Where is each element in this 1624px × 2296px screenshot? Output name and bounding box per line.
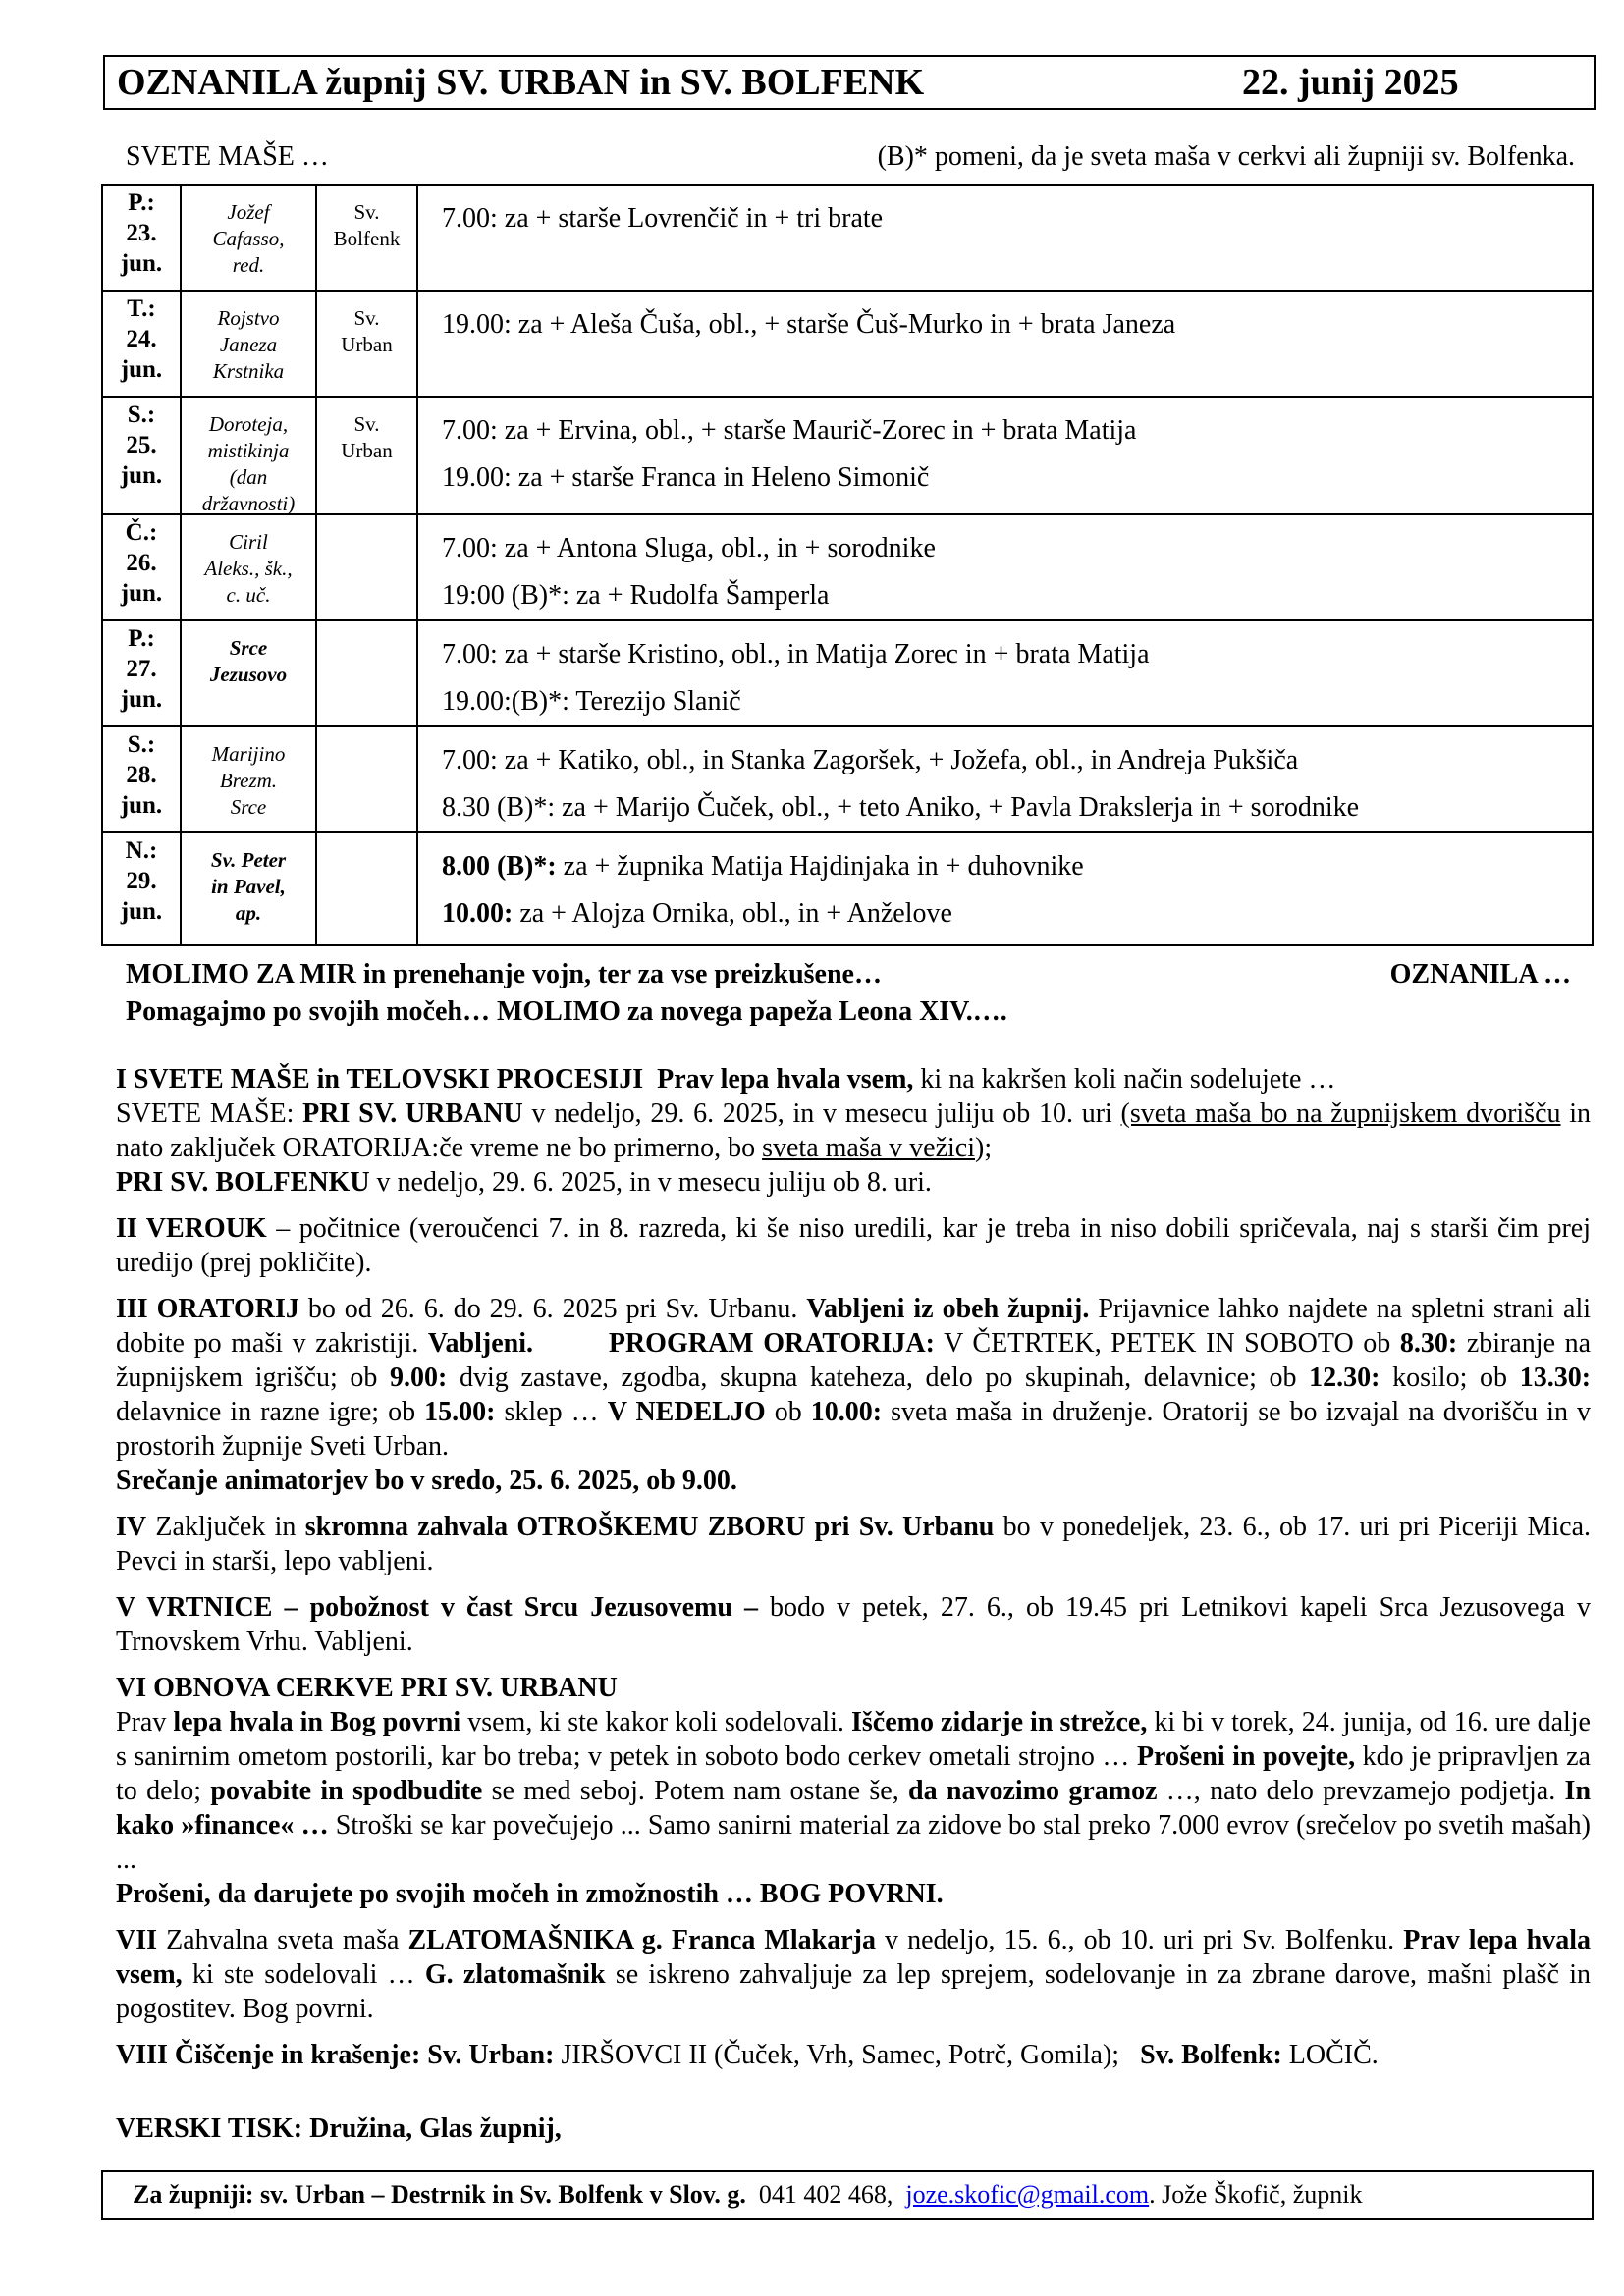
ann-bold: Vabljeni iz obeh župnij. <box>806 1294 1090 1324</box>
location-line: Sv. <box>353 412 380 436</box>
saint-line: Marijino <box>211 742 286 766</box>
location-line: Sv. <box>353 200 380 224</box>
schedule-saint <box>180 515 315 619</box>
saint-line: Doroteja, <box>208 412 289 436</box>
schedule-saint <box>180 621 315 725</box>
ann-text: kdo je pripravljen za to delo; <box>116 1741 1591 1806</box>
announcement-vi <box>116 1671 1591 1911</box>
saint-line: c. uč. <box>226 583 271 607</box>
ann-bold: 12.30: <box>1309 1362 1380 1393</box>
schedule-location <box>315 727 418 831</box>
ann-text: …, nato delo prevzamejo podjetja. <box>1157 1776 1565 1806</box>
ann-vi-closing: Prošeni, da darujete po svojih močeh in zmožnostih … BOG POVRNI. <box>116 1879 944 1909</box>
saint-line: Janeza <box>219 333 278 356</box>
announcement-v <box>116 1590 1591 1659</box>
ann-text: V ČETRTEK, PETEK IN SOBOTO ob <box>934 1328 1400 1359</box>
page-title: OZNANILA župnij SV. URBAN in SV. BOLFENK <box>117 62 925 103</box>
ann-i-title: I SVETE MAŠE in TELOVSKI PROCESIJI <box>116 1064 644 1095</box>
saint-line: Srce <box>229 636 268 660</box>
ann-bold: da navozimo gramoz <box>908 1776 1158 1806</box>
schedule-location <box>315 621 418 725</box>
schedule-saint <box>180 833 315 944</box>
saint-line: Aleks., šk., <box>204 557 293 580</box>
day-date: 25. <box>126 432 157 458</box>
schedule-masses <box>442 727 1582 831</box>
day-month: jun. <box>120 686 163 713</box>
ann-i-text: v nedeljo, 29. 6. 2025, in v mesecu juliju ob 8. uri. <box>369 1167 932 1198</box>
day-day: N.: <box>125 837 158 864</box>
ann-ii-text: – počitnice (veroučenci 7. in 8. razreda, ki še niso uredili, kar je treba in niso dobili spričevala, naj s starši čim prej uredijo (prej pokličite). <box>116 1213 1592 1278</box>
announcement-viii <box>116 2038 1591 2072</box>
mass-text: 7.00: za + starše Kristino, obl., in Matija Zorec in + brata Matija <box>442 639 1150 669</box>
schedule-day <box>103 727 180 831</box>
ann-i-underlined: (sveta maša bo na župnijskem dvorišču <box>1120 1098 1561 1129</box>
announcement-vii <box>116 1923 1591 2026</box>
ann-text: dvig zastave, zgodba, skupna kateheza, delo po skupinah, delavnice; ob <box>447 1362 1310 1393</box>
ann-i-bolfenk: PRI SV. BOLFENKU <box>116 1167 370 1198</box>
ann-v-title: V VRTNICE – pobožnost v čast Srcu Jezusovemu – <box>116 1592 758 1623</box>
day-day: T.: <box>127 295 156 322</box>
ann-bold: 9.00: <box>390 1362 448 1393</box>
prayer-line-2: Pomagajmo po svojih močeh… MOLIMO za novega papeža Leona XIV.…. <box>126 996 1007 1027</box>
ann-bold: Iščemo zidarje in strežce, <box>851 1707 1148 1737</box>
day-month: jun. <box>120 250 163 277</box>
mass-text: 8.30 (B)*: za + Marijo Čuček, obl., + teto Aniko, + Pavla Drakslerja in + sorodnike <box>442 792 1360 823</box>
footer-box <box>101 2170 1594 2220</box>
footer-email-link[interactable]: joze.skofic@gmail.com <box>905 2180 1150 2209</box>
saint-line: (dan <box>229 465 268 489</box>
ann-ii-title: II VEROUK <box>116 1213 267 1244</box>
saint-line: Krstnika <box>212 359 285 383</box>
schedule-saint <box>180 727 315 831</box>
mass-text: za + župnika Matija Hajdinjaka in + duhovnike <box>556 851 1084 881</box>
schedule-location <box>315 292 418 396</box>
location-line: Urban <box>341 439 393 462</box>
saint-line: Ciril <box>229 530 268 554</box>
ann-i-text: v nedeljo, 29. 6. 2025, in v mesecu juliju ob 10. uri <box>522 1098 1121 1129</box>
mass-text: 19.00: za + starše Franca in Heleno Simonič <box>442 462 930 493</box>
mass-intention <box>442 843 1582 890</box>
mass-text: 7.00: za + Antona Sluga, obl., in + sorodnike <box>442 533 936 563</box>
mass-text: 19.00: za + Aleša Čuša, obl., + starše Čuš-Murko in + brata Janeza <box>442 309 1176 340</box>
ann-text: bo v ponedeljek, 23. 6., ob 17. uri pri Piceriji Mica. Pevci in starši, lepo vabljeni. <box>116 1512 1591 1576</box>
ann-text: sveta maša in druženje. Oratorij se bo izvajal na dvorišču in v prostorih župnije Sveti Urban. <box>116 1397 1591 1462</box>
mass-intention <box>442 195 1582 242</box>
ann-bold: 10.00: <box>810 1397 883 1427</box>
masses-heading: SVETE MAŠE … <box>126 141 329 172</box>
ann-bold: PROGRAM ORATORIJA: <box>608 1328 935 1359</box>
schedule-day <box>103 186 180 290</box>
schedule-row <box>103 727 1592 833</box>
ann-text: Zahvalna sveta maša <box>157 1925 408 1955</box>
schedule-day <box>103 621 180 725</box>
saint-line: Srce <box>230 795 267 819</box>
footer-parishes: Za župniji: sv. Urban – Destrnik in Sv. Bolfenk v Slov. g. <box>133 2180 746 2209</box>
announcement-iii <box>116 1292 1591 1498</box>
mass-intention <box>442 890 1582 937</box>
schedule-row <box>103 515 1592 621</box>
schedule-masses <box>442 515 1582 619</box>
footer-signature: . Jože Škofič, župnik <box>1149 2180 1363 2209</box>
ann-bold: G. zlatomašnik <box>424 1959 606 1990</box>
day-day: P.: <box>128 189 155 216</box>
ann-i-text: ); <box>975 1133 993 1163</box>
ann-bold: Prav lepa hvala vsem, <box>116 1925 1591 1990</box>
schedule-day <box>103 292 180 396</box>
schedule-row <box>103 621 1592 727</box>
prayer-right-label: OZNANILA … <box>1389 959 1571 989</box>
b-note: (B)* pomeni, da je sveta maša v cerkvi ali župniji sv. Bolfenka. <box>877 141 1575 172</box>
day-month: jun. <box>120 792 163 819</box>
day-date: 29. <box>126 868 157 894</box>
mass-intention <box>442 737 1582 784</box>
day-month: jun. <box>120 580 163 607</box>
header-box <box>103 55 1596 110</box>
religious-press-note: VERSKI TISK: Družina, Glas župnij, <box>116 2113 562 2144</box>
location-line: Sv. <box>353 306 380 330</box>
schedule-saint <box>180 398 315 513</box>
saint-line: Cafasso, <box>212 227 285 250</box>
ann-text: kosilo; ob <box>1380 1362 1520 1393</box>
schedule-saint <box>180 292 315 396</box>
ann-i-thanks: Prav lepa hvala vsem, <box>657 1064 914 1095</box>
schedule-location <box>315 515 418 619</box>
day-date: 23. <box>126 220 157 246</box>
ann-text: Prav <box>116 1707 174 1737</box>
ann-bold: V NEDELJO <box>607 1397 766 1427</box>
mass-text: 7.00: za + starše Lovrenčič in + tri brate <box>442 203 884 234</box>
day-date: 26. <box>126 550 157 576</box>
mass-text: 19.00:(B)*: Terezijo Slanič <box>442 686 741 717</box>
saint-line: Sv. Peter <box>210 848 287 872</box>
ann-gap <box>533 1328 609 1359</box>
ann-text: se med seboj. Potem nam ostane še, <box>482 1776 909 1806</box>
day-date: 27. <box>126 656 157 682</box>
ann-i-text: SVETE MAŠE: <box>116 1098 303 1129</box>
ann-text: delavnice in razne igre; ob <box>116 1397 425 1427</box>
announcement-i <box>116 1062 1591 1200</box>
ann-i-thanks-rest: ki na kakršen koli način sodelujete … <box>913 1064 1336 1095</box>
ann-bold: 13.30: <box>1519 1362 1592 1393</box>
mass-intention <box>442 407 1582 454</box>
schedule-masses <box>442 398 1582 513</box>
ann-bold: ZLATOMAŠNIKA g. Franca Mlakarja <box>407 1925 876 1955</box>
saint-line: državnosti) <box>201 492 296 515</box>
issue-date: 22. junij 2025 <box>1242 62 1459 103</box>
mass-time: 8.00 (B)*: <box>442 851 557 881</box>
mass-text: za + Alojza Ornika, obl., in + Anželove <box>513 898 952 929</box>
saint-line: Brezm. <box>219 769 278 792</box>
day-month: jun. <box>120 462 163 489</box>
schedule-row <box>103 186 1592 292</box>
ann-i-urban: PRI SV. URBANU <box>302 1098 523 1129</box>
mass-time: 10.00: <box>442 898 514 929</box>
day-month: jun. <box>120 898 163 925</box>
ann-iii-title: III ORATORIJ <box>116 1294 299 1324</box>
ann-text: Stroški se kar povečujejo ... Samo sanirni material za zidove bo stal preko 7.000 evrov (srečelov po svetih mašah) ... <box>116 1810 1592 1875</box>
schedule-masses <box>442 621 1582 725</box>
ann-iv-title: IV <box>116 1512 147 1542</box>
announcement-ii <box>116 1211 1591 1280</box>
ann-text: sklep … <box>495 1397 608 1427</box>
mass-intention <box>442 572 1582 619</box>
ann-text: Zaključek in <box>146 1512 305 1542</box>
announcement-iv <box>116 1510 1591 1578</box>
schedule-location <box>315 833 418 944</box>
day-day: S.: <box>127 401 156 428</box>
ann-v-text: bodo v petek, 27. 6., ob 19.45 pri Letnikovi kapeli Srca Jezusovega v Trnovskem Vrhu. Vabljeni. <box>116 1592 1592 1657</box>
ann-text: Prijavnice lahko najdete na spletni strani ali dobite po maši v zakristiji. <box>116 1294 1591 1359</box>
saint-line: ap. <box>235 901 262 925</box>
mass-text: 19:00 (B)*: za + Rudolfa Šamperla <box>442 580 830 611</box>
schedule-row <box>103 292 1592 398</box>
ann-text: ki bi v torek, 24. junija, od 16. ure dalje s sanirnim ometom postorili, kar bo treba; v petek in soboto bodo cerkev ometali strojno … <box>116 1707 1591 1772</box>
ann-vii-title: VII <box>116 1925 158 1955</box>
saint-line: in Pavel, <box>211 875 286 898</box>
schedule-masses <box>442 292 1582 396</box>
day-day: S.: <box>127 731 156 758</box>
schedule-masses <box>442 833 1582 944</box>
ann-bold: lepa hvala in Bog povrni <box>173 1707 461 1737</box>
ann-bold: skromna zahvala OTROŠKEMU ZBORU pri Sv. Urbanu <box>304 1512 995 1542</box>
ann-text: vsem, ki ste kakor koli sodelovali. <box>460 1707 851 1737</box>
announcements <box>116 1062 1591 2084</box>
ann-text: zbiranje na župnijskem igrišču; ob <box>116 1328 1592 1393</box>
location-line: Bolfenk <box>333 227 401 250</box>
prayer-line-1: MOLIMO ZA MIR in prenehanje vojn, ter za vse preizkušene… <box>126 959 882 989</box>
mass-schedule-table <box>101 184 1594 946</box>
day-day: P.: <box>128 625 155 652</box>
ann-bold: Vabljeni. <box>427 1328 533 1359</box>
schedule-location <box>315 186 418 290</box>
day-date: 28. <box>126 762 157 788</box>
schedule-day <box>103 515 180 619</box>
schedule-day <box>103 833 180 944</box>
ann-bold: In kako »finance« … <box>116 1776 1592 1841</box>
schedule-day <box>103 398 180 513</box>
ann-bold: 8.30: <box>1399 1328 1458 1359</box>
mass-intention <box>442 784 1582 831</box>
ann-text: ki ste sodelovali … <box>182 1959 425 1990</box>
mass-intention <box>442 454 1582 502</box>
day-month: jun. <box>120 356 163 383</box>
ann-viii-title: VIII Čiščenje in krašenje: Sv. Urban: <box>116 2040 555 2070</box>
ann-text: ob <box>765 1397 811 1427</box>
mass-intention <box>442 525 1582 572</box>
day-date: 24. <box>126 326 157 352</box>
mass-intention <box>442 631 1582 678</box>
schedule-row <box>103 833 1592 944</box>
ann-i-underlined: sveta maša v vežici <box>762 1133 975 1163</box>
schedule-location <box>315 398 418 513</box>
ann-iii-meeting: Srečanje animatorjev bo v sredo, 25. 6. 2025, ob 9.00. <box>116 1466 737 1496</box>
ann-text: bo od 26. 6. do 29. 6. 2025 pri Sv. Urbanu. <box>298 1294 807 1324</box>
ann-text: se iskreno zahvaljuje za lep sprejem, sodelovanje in za zbrane darove, mašni plašč in pogostitev. Bog povrni. <box>116 1959 1591 2024</box>
saint-line: Rojstvo <box>217 306 280 330</box>
ann-vi-title: VI OBNOVA CERKVE PRI SV. URBANU <box>116 1673 618 1703</box>
mass-intention <box>442 678 1582 725</box>
day-day: Č.: <box>125 519 158 546</box>
schedule-masses <box>442 186 1582 290</box>
location-line: Urban <box>341 333 393 356</box>
prayer-section <box>126 956 1598 1031</box>
mass-text: 7.00: za + Katiko, obl., in Stanka Zagoršek, + Jožefa, obl., in Andreja Pukšiča <box>442 745 1299 775</box>
ann-text: v nedeljo, 15. 6., ob 10. uri pri Sv. Bolfenku. <box>875 1925 1404 1955</box>
ann-text: LOČIČ. <box>1281 2040 1379 2070</box>
ann-bold: povabite in spodbudite <box>210 1776 483 1806</box>
schedule-saint <box>180 186 315 290</box>
saint-line: Jezusovo <box>209 663 288 686</box>
saint-line: mistikinja <box>207 439 290 462</box>
saint-line: red. <box>232 253 265 277</box>
saint-line: Jožef <box>227 200 270 224</box>
mass-text: 7.00: za + Ervina, obl., + starše Maurič-Zorec in + brata Matija <box>442 415 1137 446</box>
ann-i-text: in nato zaključek ORATORIJA:če vreme ne bo primerno, bo <box>116 1098 1592 1163</box>
ann-bold: Sv. Bolfenk: <box>1140 2040 1282 2070</box>
ann-bold: 15.00: <box>424 1397 496 1427</box>
ann-bold: Prošeni in povejte, <box>1136 1741 1356 1772</box>
schedule-row <box>103 398 1592 515</box>
ann-text: JIRŠOVCI II (Čuček, Vrh, Samec, Potrč, Gomila); <box>554 2040 1141 2070</box>
footer-phone: 041 402 468, <box>745 2180 906 2209</box>
mass-intention <box>442 301 1582 348</box>
